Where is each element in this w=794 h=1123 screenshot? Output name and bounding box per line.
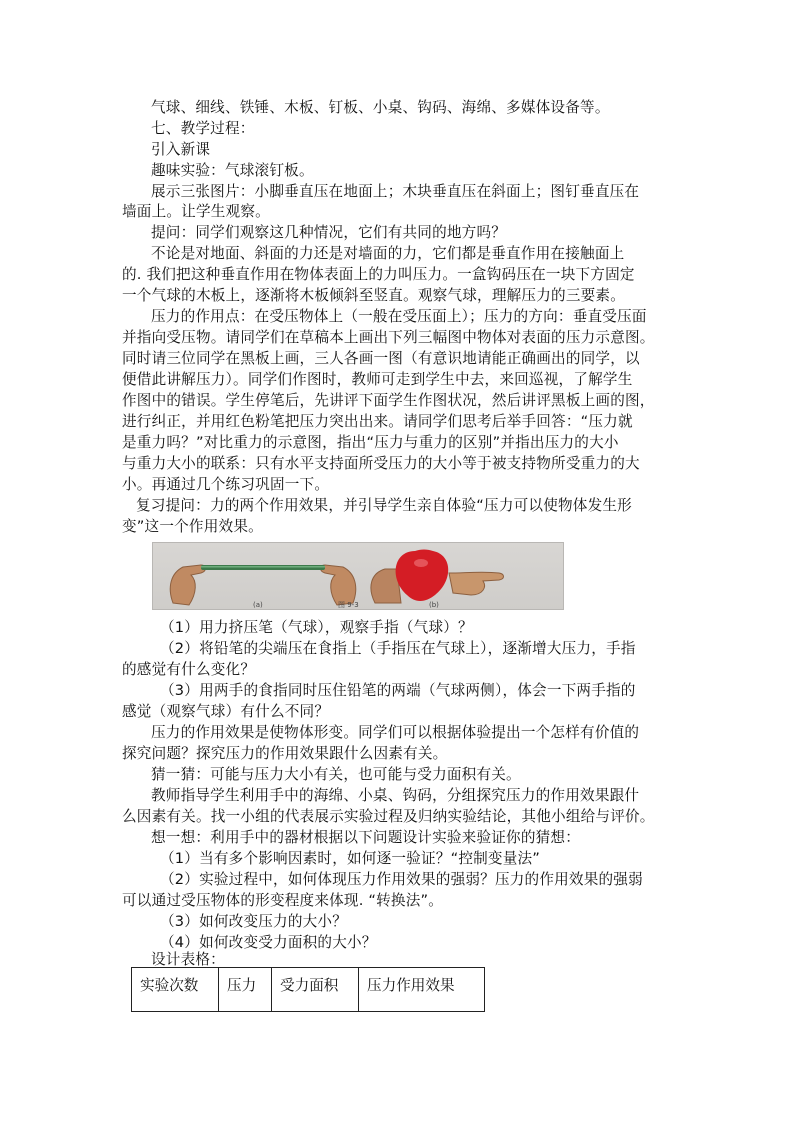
fun-experiment: 趣味实验：气球滚钉板。 <box>151 162 314 179</box>
experiment-question: 的感觉有什么变化？ <box>122 661 256 678</box>
experiment-question: 感觉（观察气球）有什么不同？ <box>122 703 330 720</box>
figure-caption: 图 9-3 <box>338 601 359 609</box>
section-heading: 七、教学过程： <box>151 120 255 137</box>
balloon-finger-illustration <box>371 550 504 604</box>
table-header-cell: 受力面积 <box>272 968 359 1012</box>
design-table <box>131 967 485 1012</box>
paragraph-line: 进行纠正，并用红色粉笔把压力突出出来。请同学们思考后举手回答：“压力就 <box>122 413 633 430</box>
experiment-question: （1）用力挤压笔（气球），观察手指（气球）？ <box>160 619 473 636</box>
paragraph-line: 一个气球的木板上，逐渐将木板倾斜至竖直。观察气球，理解压力的三要素。 <box>122 287 625 304</box>
table-header-cell: 实验次数 <box>132 968 219 1012</box>
table-header-row <box>132 968 485 1012</box>
hands-pencil-illustration <box>170 565 356 605</box>
paragraph-line: 探究问题？探究压力的作用效果跟什么因素有关。 <box>122 745 448 762</box>
paragraph-line: 变”这一个作用效果。 <box>122 518 263 535</box>
think-question: （1）当有多个影响因素时，如何逐一验证？“控制变量法” <box>160 850 541 867</box>
paragraph-line: 是重力吗？”对比重力的示意图，指出“压力与重力的区别”并指出压力的大小 <box>122 434 619 451</box>
figure-illustration <box>153 543 563 609</box>
think-question: （3）如何改变压力的大小？ <box>160 913 348 930</box>
paragraph-line: 压力的作用点：在受压物体上（一般在受压面上）；压力的方向：垂直受压面 <box>151 308 647 325</box>
question-line: 提问：同学们观察这几种情况，它们有共同的地方吗？ <box>151 224 507 241</box>
paragraph-line: 与重力大小的联系：只有水平支持面所受压力的大小等于被支持物所受重力的大 <box>122 455 640 472</box>
paragraph-line: 作图中的错误。学生停笔后，先讲评下面学生作图状况，然后讲评黑板上画的图， <box>122 392 655 409</box>
table-header-cell: 压力作用效果 <box>359 968 485 1012</box>
paragraph-line: 便借此讲解压力）。同学们作图时，教师可走到学生中去，来回巡视，了解学生 <box>122 371 633 388</box>
think-question: （4）如何改变受力面积的大小？ <box>160 934 377 951</box>
think-question: 可以通过受压物体的形变程度来体现. “转换法”。 <box>122 892 444 909</box>
paragraph-line: 并指向受压物。请同学们在草稿本上画出下列三幅图中物体对表面的压力示意图。 <box>122 329 655 346</box>
figure-label-b: (b) <box>429 601 439 609</box>
paragraph-line: 不论是对地面、斜面的力还是对墙面的力，它们都是垂直作用在接触面上 <box>151 245 625 262</box>
paragraph-line: 压力的作用效果是使物体形变。同学们可以根据体验提出一个怎样有价值的 <box>151 724 640 741</box>
experiment-question: （2）将铅笔的尖端压在食指上（手指压在气球上），逐渐增大压力，手指 <box>160 640 636 657</box>
paragraph-line: 小。再通过几个练习巩固一下。 <box>122 476 330 493</box>
figure-label-a: (a) <box>253 601 263 609</box>
think-line: 想一想：利用手中的器材根据以下问题设计实验来验证你的猜想： <box>151 829 581 846</box>
materials-list: 气球、细线、铁锤、木板、钉板、小桌、钩码、海绵、多媒体设备等。 <box>151 99 610 116</box>
table-intro: 设计表格： <box>151 951 225 968</box>
table-header-cell: 压力 <box>219 968 272 1012</box>
experiment-question: （3）用两手的食指同时压住铅笔的两端（气球两侧），体会一下两手指的 <box>160 682 636 699</box>
think-question: （2）实验过程中，如何体现压力作用效果的强弱？压力的作用效果的强弱 <box>160 871 643 888</box>
paragraph-line: 展示三张图片：小脚垂直压在地面上；木块垂直压在斜面上；图钉垂直压在 <box>151 183 640 200</box>
figure-9-3 <box>152 542 564 610</box>
paragraph-line: 墙面上。让学生观察。 <box>122 203 270 220</box>
paragraph-line: 同时请三位同学在黑板上画，三人各画一图（有意识地请能正确画出的同学，以 <box>122 350 640 367</box>
subheading-intro: 引入新课 <box>151 141 211 158</box>
paragraph-line: 的. 我们把这种垂直作用在物体表面上的力叫压力。一盒钩码压在一块下方固定 <box>122 266 635 283</box>
guess-line: 猜一猜：可能与压力大小有关，也可能与受力面积有关。 <box>151 766 521 783</box>
paragraph-line: 复习提问：力的两个作用效果，并引导学生亲自体验“压力可以使物体发生形 <box>136 497 632 514</box>
paragraph-line: 么因素有关。找一小组的代表展示实验过程及归纳实验结论，其他小组给与评价。 <box>122 808 655 825</box>
paragraph-line: 教师指导学生利用手中的海绵、小桌、钩码，分组探究压力的作用效果跟什 <box>151 787 640 804</box>
